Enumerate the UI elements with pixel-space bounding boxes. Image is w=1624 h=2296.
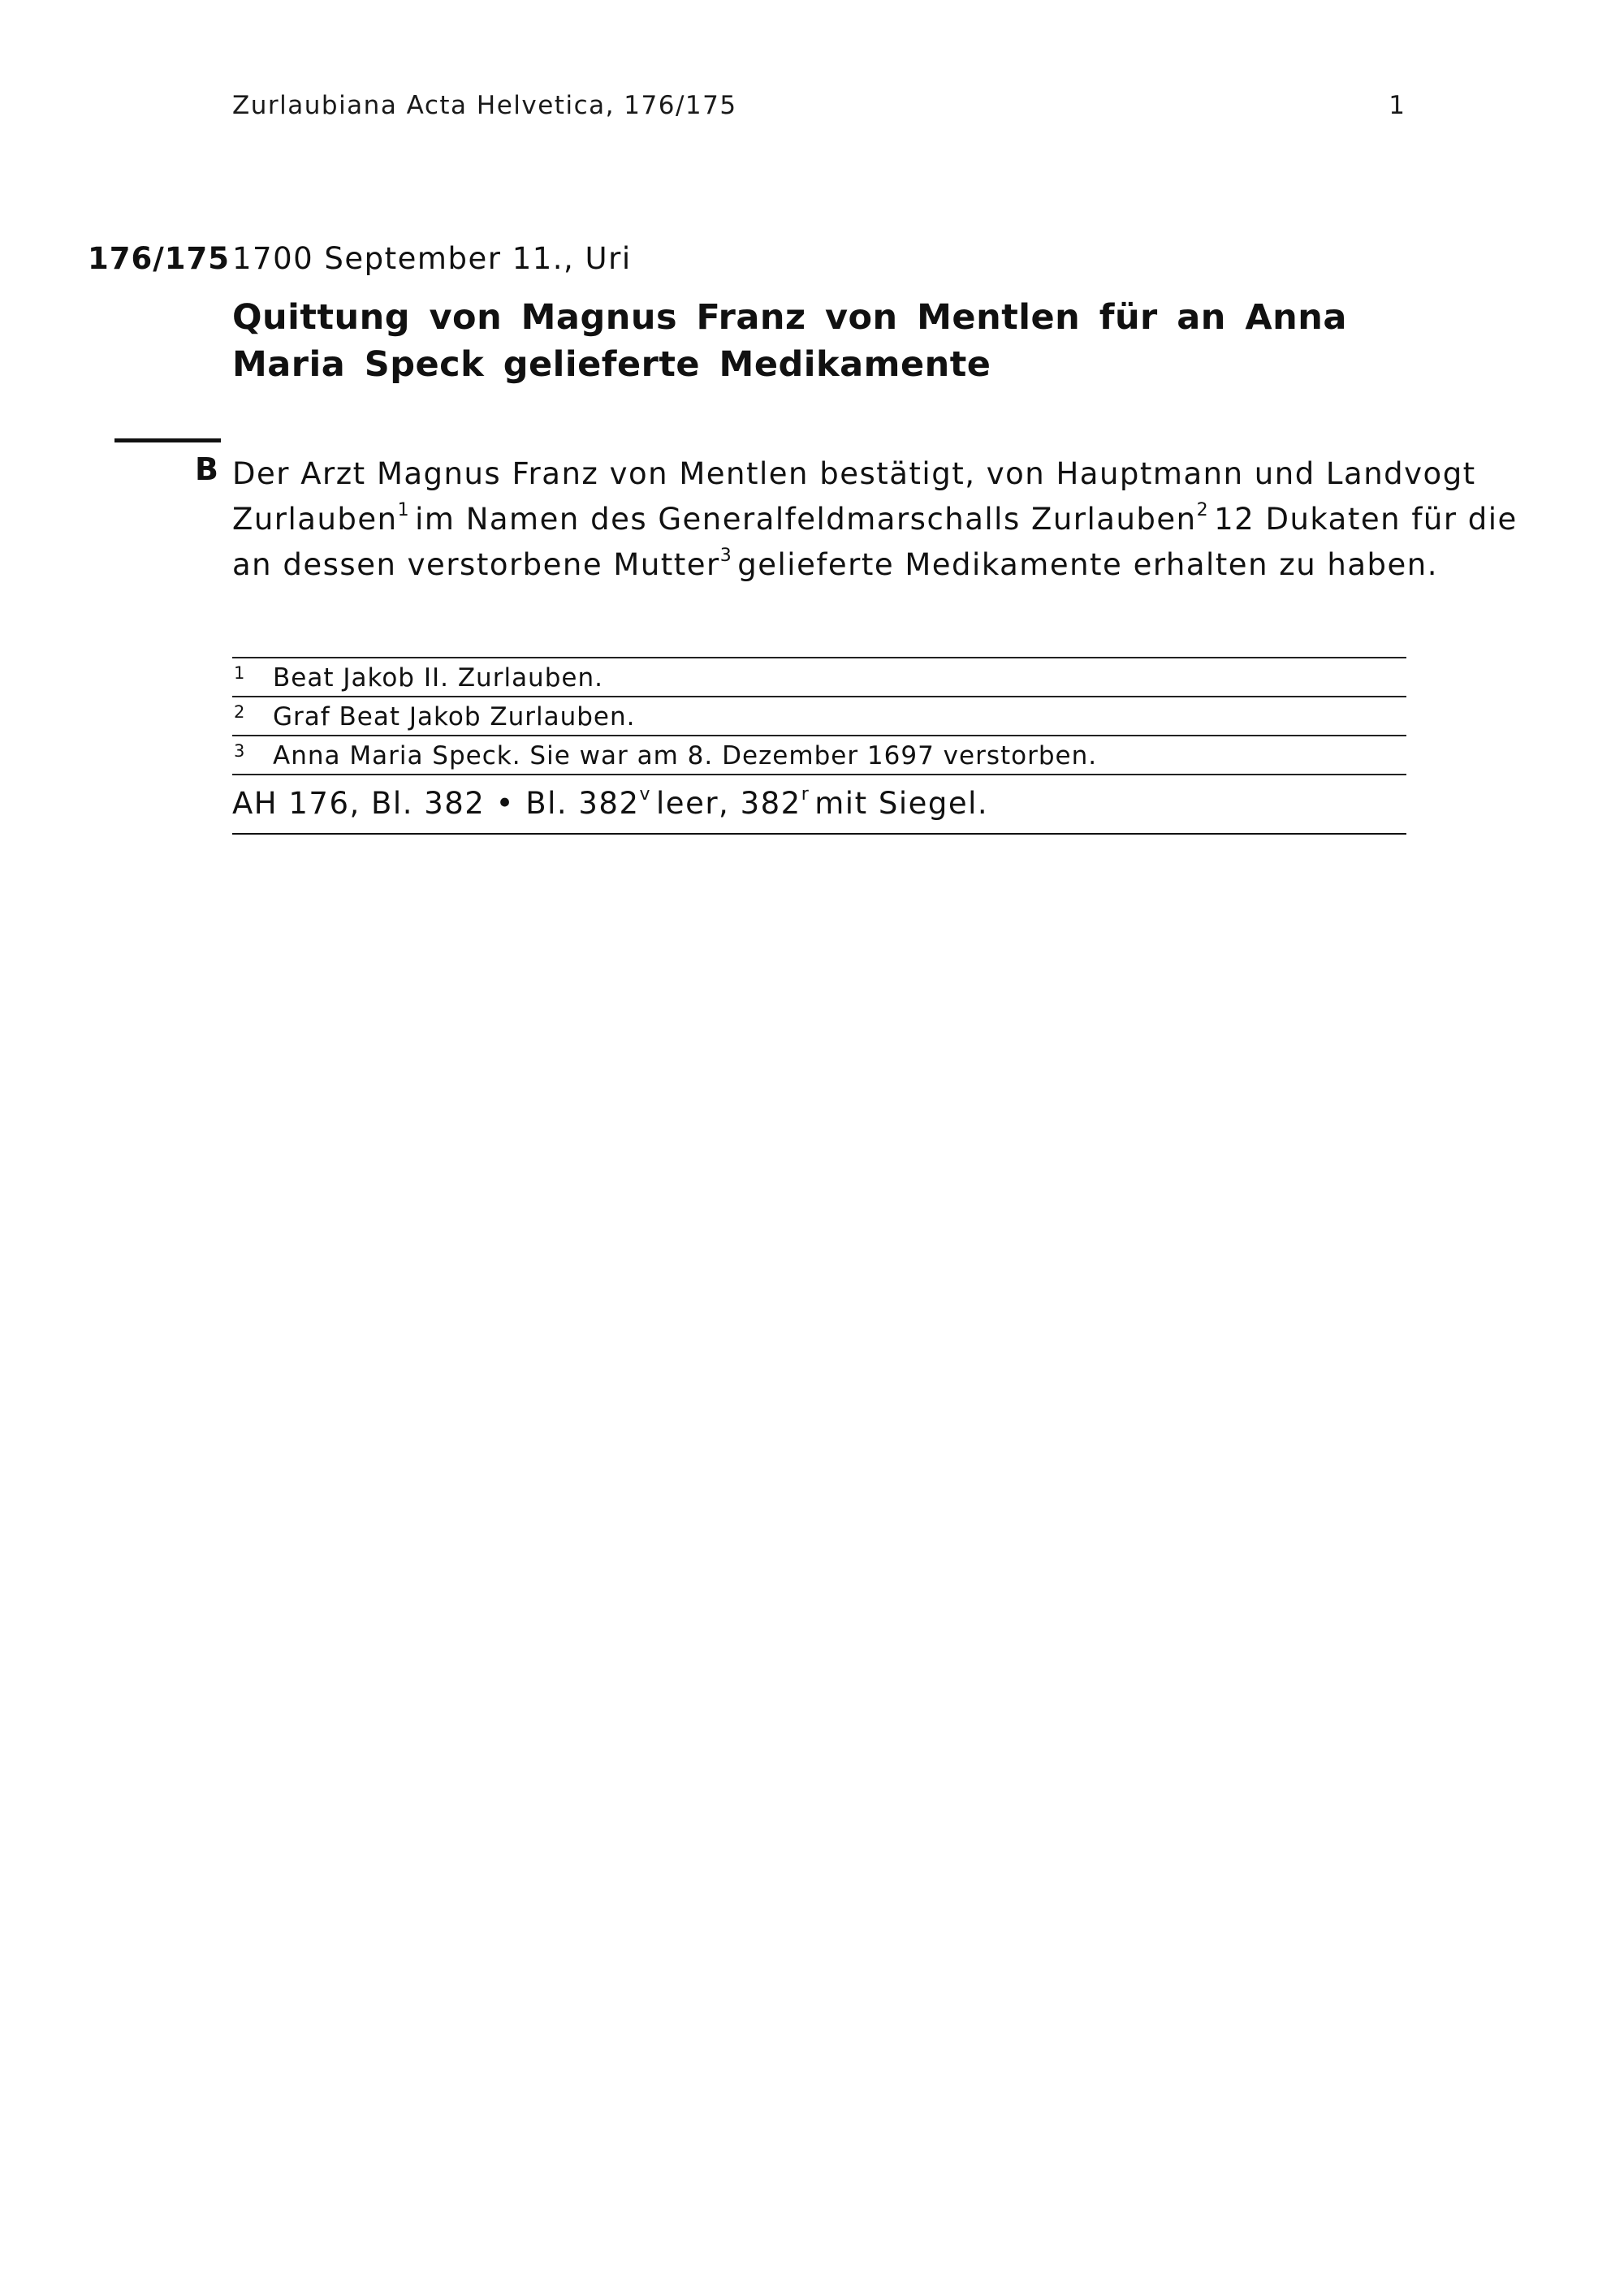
footnote-number: 1: [234, 663, 245, 683]
footnote-ref-1[interactable]: 1: [397, 499, 411, 520]
footnote: [232, 696, 1406, 735]
footnote-text: Beat Jakob II. Zurlauben.: [273, 663, 603, 693]
summary-line-2: Zurlauben$^1$ im Namen des Generalfeldmarschalls Zurlauben$^2$ 12 Dukaten für die: [232, 499, 1518, 537]
recto-sup: r: [801, 783, 810, 805]
footnote: [232, 657, 1406, 696]
page-number: 1: [1389, 91, 1405, 120]
footnote-text: Anna Maria Speck. Sie war am 8. Dezember 1697 verstorben.: [273, 741, 1098, 770]
verso-sup: v: [639, 783, 652, 805]
footnote-number: 2: [234, 702, 245, 722]
summary-line-3: an dessen verstorbene Mutter$^3$ gelieferte Medikamente erhalten zu haben.: [232, 545, 1438, 582]
summary-line-1: Der Arzt Magnus Franz von Mentlen bestätigt, von Hauptmann und Landvogt: [232, 456, 1476, 491]
document-title: Quittung von Magnus Franz von Mentlen für an Anna Maria Speck gelieferte Medikamente: [232, 297, 1347, 385]
footnotes: [232, 657, 1406, 775]
summary-marker: B: [195, 451, 218, 487]
summary: [232, 451, 1518, 588]
source-text: AH 176, Bl. 382 • Bl. 382$^v$ leer, 382$^r$ mit Siegel.: [232, 783, 989, 821]
footnote-number: 3: [234, 741, 245, 761]
running-title: Zurlaubiana Acta Helvetica, 176/175: [232, 91, 737, 120]
source-reference: [232, 784, 1406, 835]
footnote-ref-3[interactable]: 3: [719, 545, 733, 566]
document-date-place: 1700 September 11., Uri: [232, 241, 632, 276]
summary-divider: [114, 438, 221, 442]
footnote: [232, 735, 1406, 775]
document-number: 176/175: [88, 241, 230, 276]
footnote-text: Graf Beat Jakob Zurlauben.: [273, 702, 636, 732]
footnote-ref-2[interactable]: 2: [1196, 499, 1210, 520]
